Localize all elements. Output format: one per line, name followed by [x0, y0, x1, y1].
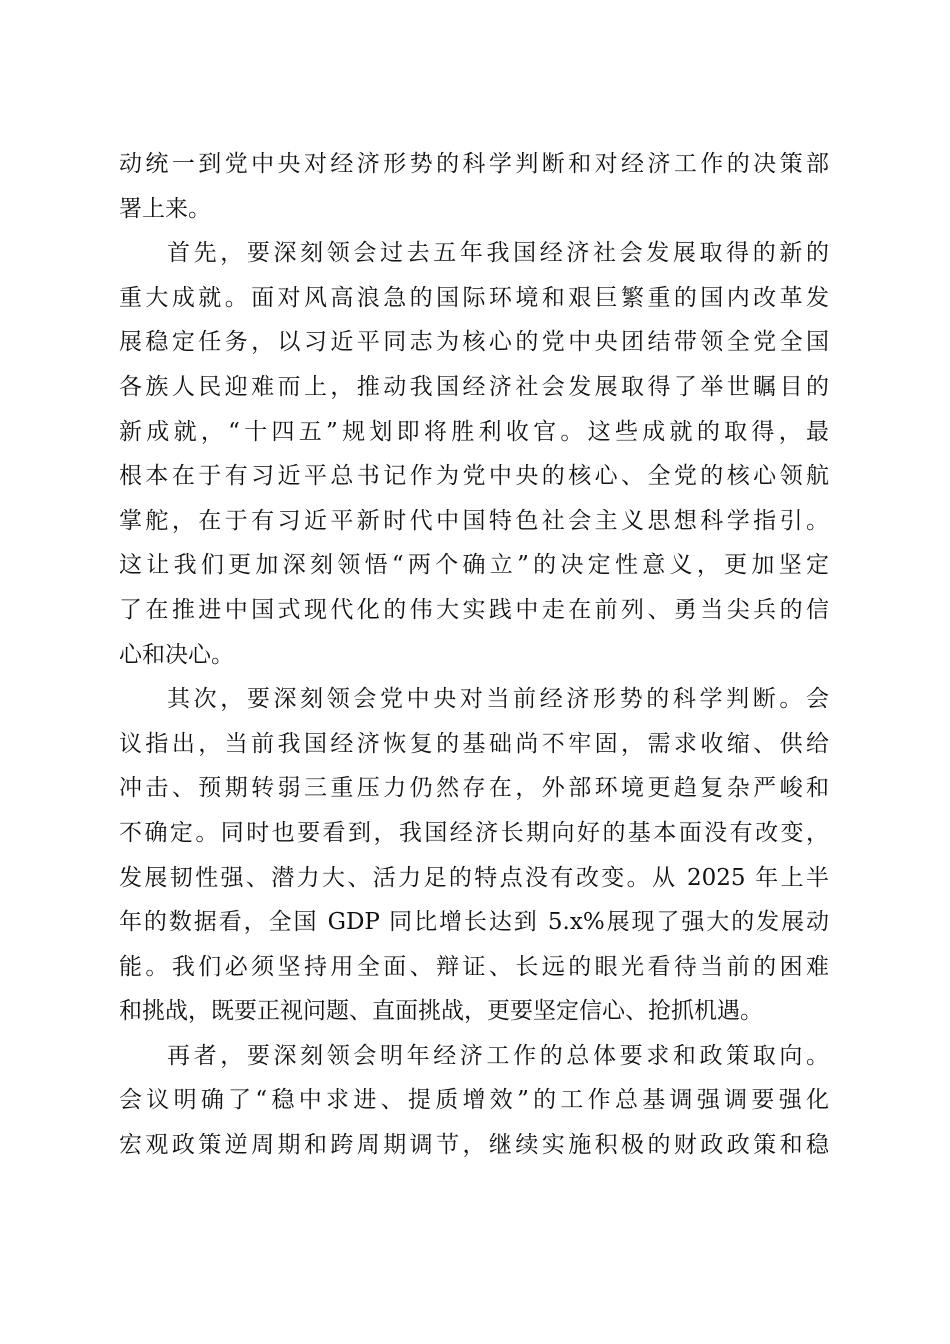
text-line: 掌舵，在于有习近平新时代中国特色社会主义思想科学指引。	[119, 507, 829, 534]
paragraph-third-point	[119, 1034, 829, 1168]
text-line: 这让我们更加深刻领悟“两个确立”的决定性意义，更加坚定	[119, 552, 829, 579]
text-line: 动统一到党中央对经济形势的科学判断和对经济工作的决策部	[119, 151, 829, 177]
text-line: 新成就，“十四五”规划即将胜利收官。这些成就的取得，最	[119, 418, 829, 445]
text-line: 会议明确了“稳中求进、提质增效”的工作总基调强调要强化	[119, 1087, 829, 1114]
text-line: 宏观政策逆周期和跨周期调节，继续实施积极的财政政策和稳	[119, 1132, 829, 1159]
paragraph-second-point	[119, 677, 829, 1034]
text-line: 再者，要深刻领会明年经济工作的总体要求和政策取向。	[167, 1042, 829, 1069]
text-line: 了在推进中国式现代化的伟大实践中走在前列、勇当尖兵的信	[119, 596, 829, 623]
text-line: 展稳定任务，以习近平同志为核心的党中央团结带领全党全国	[119, 329, 829, 356]
body-text	[119, 142, 829, 1168]
paragraph-first-point	[119, 231, 829, 677]
text-line: 议指出，当前我国经济恢复的基础尚不牢固，需求收缩、供给	[119, 730, 829, 757]
text-line: 年的数据看，全国 GDP 同比增长达到 5.x%展现了强大的发展动	[119, 909, 829, 936]
text-line: 署上来。	[119, 195, 211, 222]
text-line: 心和决心。	[119, 641, 234, 668]
text-line: 冲击、预期转弱三重压力仍然存在，外部环境更趋复杂严峻和	[119, 775, 829, 802]
text-line: 能。我们必须坚持用全面、辩证、长远的眼光看待当前的困难	[119, 953, 829, 980]
text-line: 其次，要深刻领会党中央对当前经济形势的科学判断。会	[167, 686, 829, 713]
text-line: 首先，要深刻领会过去五年我国经济社会发展取得的新的	[167, 240, 829, 267]
text-line: 重大成就。面对风高浪急的国际环境和艰巨繁重的国内改革发	[119, 284, 829, 311]
paragraph-continuation	[119, 142, 829, 231]
text-line: 和挑战，既要正视问题、直面挑战，更要坚定信心、抢抓机遇。	[119, 998, 763, 1025]
text-line: 根本在于有习近平总书记作为党中央的核心、全党的核心领航	[119, 463, 829, 490]
text-line: 各族人民迎难而上，推动我国经济社会发展取得了举世瞩目的	[119, 373, 829, 400]
text-line: 发展韧性强、潜力大、活力足的特点没有改变。从 2025 年上半	[119, 864, 829, 891]
text-line: 不确定。同时也要看到，我国经济长期向好的基本面没有改变，	[119, 819, 829, 846]
